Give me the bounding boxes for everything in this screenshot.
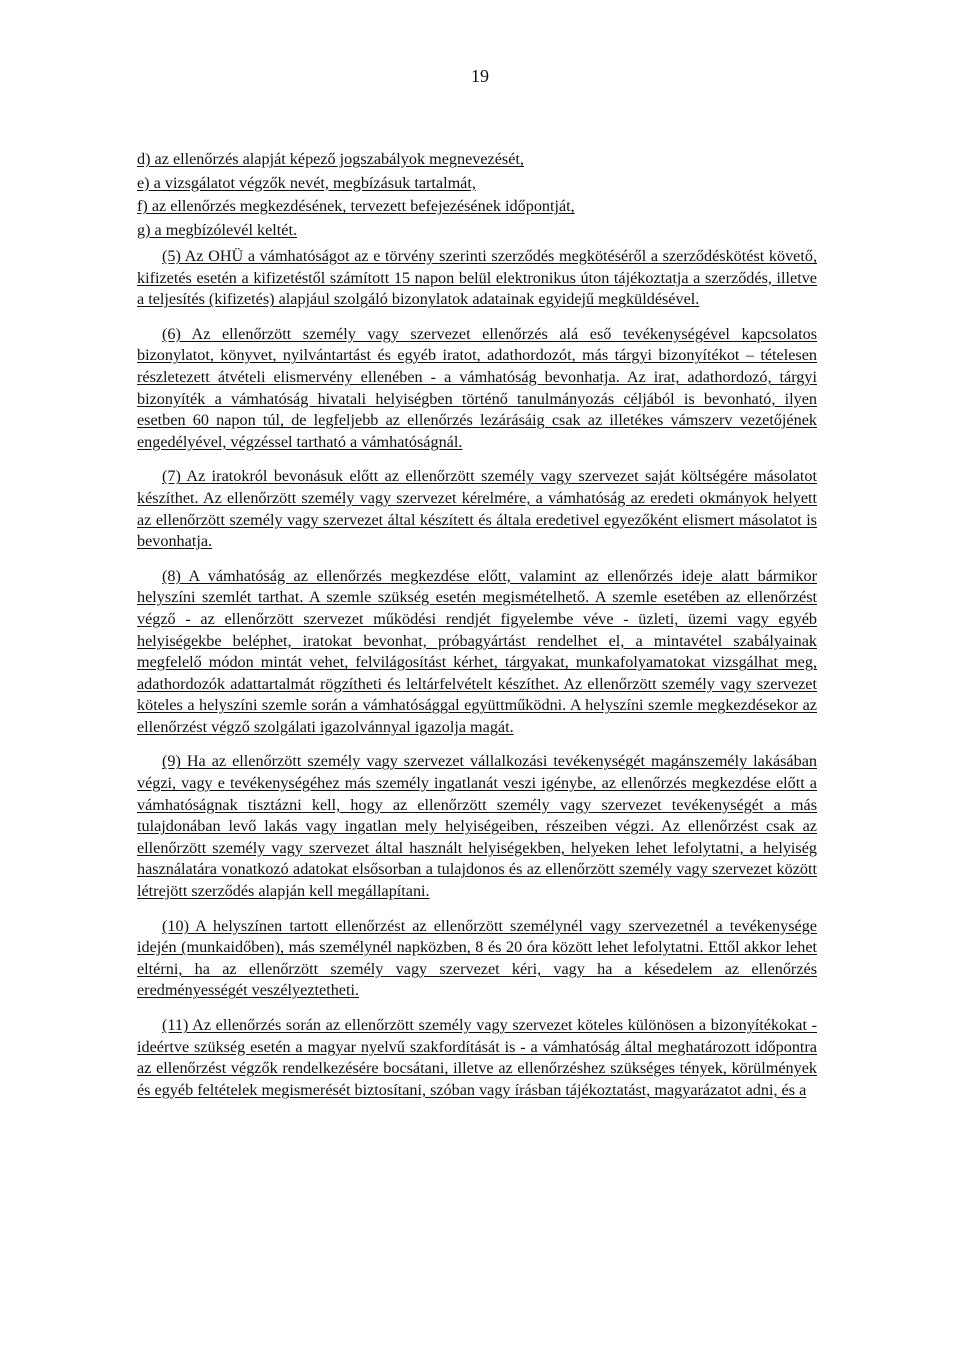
- paragraph-8: (8) A vámhatóság az ellenőrzés megkezdése előtt, valamint az ellenőrzés ideje alatt bármikor helyszíni szemlét tarthat. A szemle szükség esetén megismételhető. A szemle esetében az ellenőrzést végző - az ellenőrzött szervezet működési rendjét figyelembe véve - üzleti, üzemi vagy egyéb helyiségekbe beléphet, iratokat bevonhat, próbagyártást rendelhet el, a mintavétel szabályainak megfelelő módon mintát vehet, felvilágosítást kérhet, tárgyakat, munkafolyamatokat vizsgálhat meg, adathordozók adattartalmát rögzítheti és leltárfelvételt készíthet. Az ellenőrzött személy vagy szervezet köteles a helyszíni szemle során a vámhatósággal együttműködni. A helyszíni szemle megkezdésekor az ellenőrzést végző szolgálati igazolvánnyal igazolja magát.: [137, 566, 817, 736]
- paragraph-10: (10) A helyszínen tartott ellenőrzést az ellenőrzött személynél vagy szervezetnél a tevékenysége idején (munkaidőben), más személynél napközben, 8 és 20 óra között lehet lefolytatni. Ettől akkor lehet eltérni, ha az ellenőrzött személy vagy szervezet kéri, vagy ha a késedelem az ellenőrzés eredményességét veszélyeztetheti.: [137, 916, 817, 1000]
- list-item-f: f) az ellenőrzés megkezdésének, tervezett befejezésének időpontját,: [137, 197, 575, 215]
- paragraph-9: (9) Ha az ellenőrzött személy vagy szervezet vállalkozási tevékenységét magánszemély lakásában végzi, vagy e tevékenységéhez más személy ingatlanát veszi igénybe, az ellenőrzés megkezdése előtt a vámhatóságnak tisztázni kell, hogy az ellenőrzött személy vagy szervezet tevékenységét a más tulajdonában levő lakás vagy ingatlan mely helyiségeiben, részeiben végzi. Az ellenőrzést csak az ellenőrzött személy vagy szervezet által használt helyiségekben, helyeken lehet lefolytatni, a helyiség használatára vonatkozó adatokat elsősorban a tulajdonos és az ellenőrzött személy vagy szervezet között létrejött szerződés alapján kell megállapítani.: [137, 752, 817, 901]
- list-item-g: g) a megbízólevél keltét.: [137, 220, 298, 239]
- paragraph-6: (6) Az ellenőrzött személy vagy szervezet ellenőrzés alá eső tevékenységével kapcsolatos bizonylatot, könyvet, nyilvántartást és egyéb iratot, adathordozót, más tárgyi bizonyítékot – tételesen részletezett átvételi elismervény ellenében - a vámhatóság bevonhatja. Az irat, adathordozó, tárgyi bizonyíték a vámhatóság hivatali helyiségben történő tanulmányozás céljából is bevonható, ilyen esetben 60 napon túl, de legfeljebb az ellenőrzés lezárásáig csak az illetékes vámszerv vezetőjének engedélyével, végzéssel tartható a vámhatóságnál.: [137, 324, 817, 451]
- page-number: 19: [471, 66, 489, 86]
- paragraph-11: (11) Az ellenőrzés során az ellenőrzött személy vagy szervezet köteles különösen a bizonyítékokat - ideértve szükség esetén a magyar nyelvű szakfordítását is - a vámhatóság által meghatározott időpontra az ellenőrzést végzők rendelkezésére bocsátani, illetve az ellenőrzéshez szükséges tények, körülmények és egyéb feltételek megismerését biztosítani, szóban vagy írásban tájékoztatást, magyarázatot adni, és a: [137, 1016, 817, 1099]
- document-body: [137, 148, 817, 1101]
- paragraph-7: (7) Az iratokról bevonásuk előtt az ellenőrzött személy vagy szervezet saját költségére másolatot készíthet. Az ellenőrzött személy vagy szervezet kérelmére, a vámhatóság az eredeti okmányok helyett az ellenőrzött személy vagy szervezet által készített és általa eredetivel egyezőként elismert másolatot is bevonhatja.: [137, 467, 817, 551]
- list-item-e: e) a vizsgálatot végzők nevét, megbízásuk tartalmát,: [137, 173, 476, 192]
- paragraph-5: (5) Az OHÜ a vámhatóságot az e törvény szerinti szerződés megkötéséről a szerződéskötést követő, kifizetés esetén a kifizetéstől számított 15 napon belül elektronikus úton tájékoztatja a szerződés, illetve a teljesítés (kifizetés) alapjául szolgáló bizonylatok adatainak egyidejű megküldésével.: [137, 247, 817, 309]
- list-item-d: d) az ellenőrzés alapját képező jogszabályok megnevezését,: [137, 150, 524, 168]
